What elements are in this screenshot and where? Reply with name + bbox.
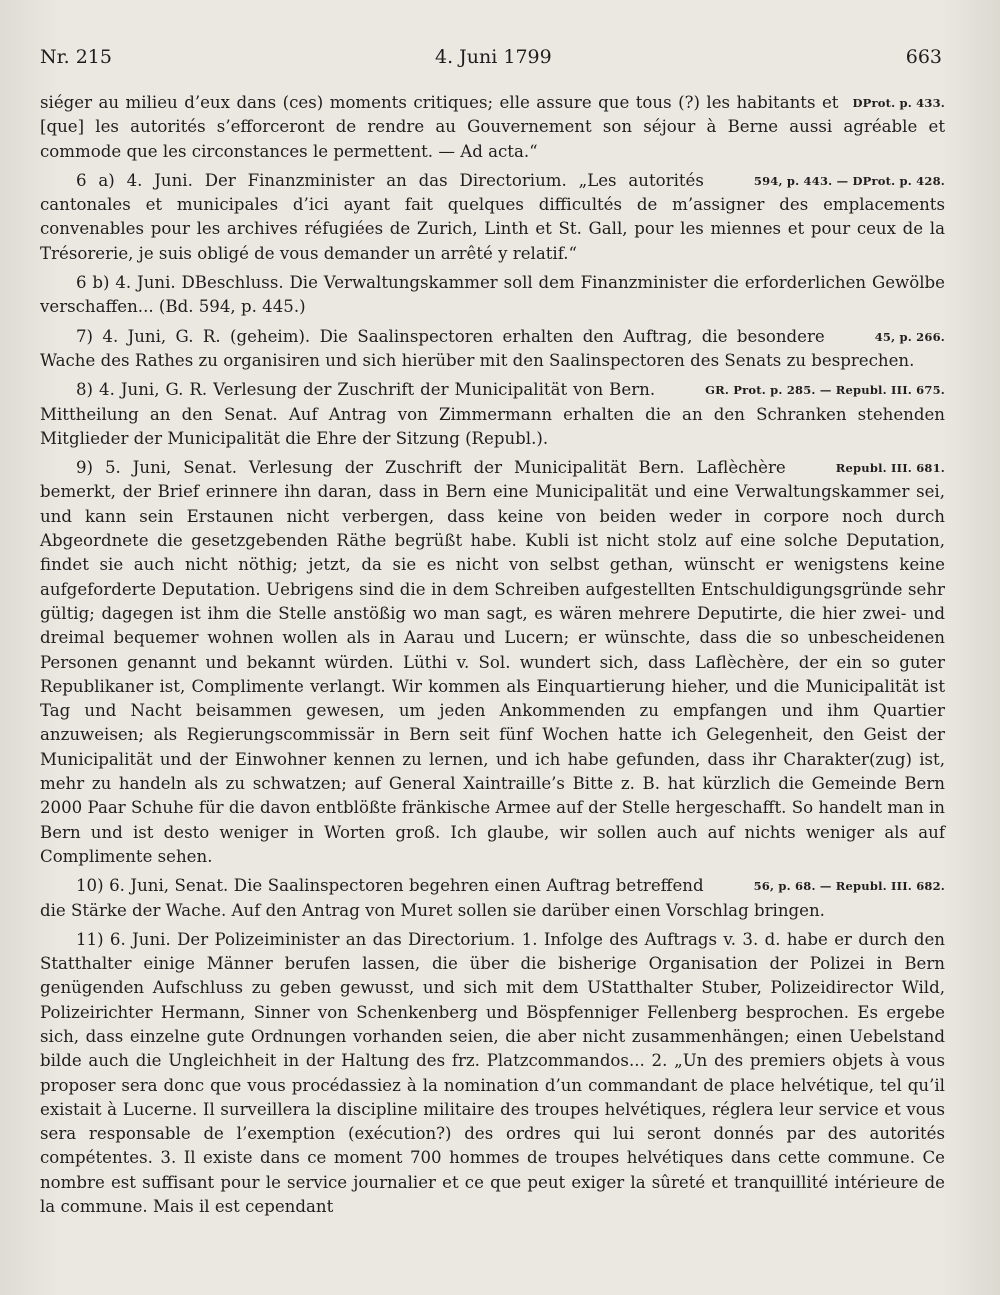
paragraph-8 xyxy=(40,378,945,451)
paragraph-6a xyxy=(40,169,945,266)
paragraph-text: 10) 6. Juni, Senat. Die Saalinspectoren begehren einen Auftrag betreffend die Stärke der Wache. Auf den Antrag von Muret sollen sie darüber einen Vorschlag bringen. xyxy=(40,876,825,920)
paragraph-9 xyxy=(40,456,945,869)
paragraph-text: siéger au milieu d’eux dans (ces) moments critiques; elle assure que tous (?) les habitants et [que] les autorités s’efforceront de rendre au Gouvernement son séjour à Berne aussi agréable et commode que les circonstances le permettent. — Ad acta.“ xyxy=(40,93,945,161)
paragraph-text: 6 b) 4. Juni. DBeschluss. Die Verwaltungskammer soll dem Finanzminister die erforderlichen Gewölbe verschaffen... (Bd. 594, p. 445.) xyxy=(40,273,945,317)
running-header xyxy=(40,46,942,76)
paragraph-11 xyxy=(40,928,945,1220)
source-reference: 594, p. 443. — DProt. p. 428. xyxy=(753,173,945,188)
document-body xyxy=(40,91,945,1224)
source-reference: DProt. p. 433. xyxy=(852,96,945,110)
source-reference: 56, p. 68. — Republ. III. 682. xyxy=(753,879,945,894)
paragraph-continuation xyxy=(40,91,945,164)
paragraph-10 xyxy=(40,874,945,923)
paragraph-text: 11) 6. Juni. Der Polizeiminister an das Directorium. 1. Infolge des Auftrags v. 3. d. habe er durch den Statthalter einige Männer berufen lassen, die über die bisherige Organisation der Polizei in Bern genügenden Aufschluss zu geben gewusst, und sich mit dem UStatthalter Stuber, Polizeidirector Wild, Polizeirichter Hermann, Sinner von Schenkenberg und Böspfenniger Fellenberg besprochen. Es ergebe sich, dass einzelne gute Ordnungen vorhanden seien, die aber nicht zusammenhängen; einen Uebelstand bilde auch die Ungleichheit in der Haltung des frz. Platzcommandos... 2. „Un des premiers objets à vous proposer sera donc que vous procédassiez à la nomination d’un commandant de place helvétique, tel qu’il existait à Lucerne. Il surveillera la discipline militaire des troupes helvétiques, réglera leur service et vous sera responsable de l’exemption (exécution?) des ordres qui lui seront donnés par des autorités compétentes. 3. Il existe dans ce moment 700 hommes de troupes helvétiques dans cette commune. Ce nombre est suffisant pour le service journalier et ce que peut exiger la sûreté et tranquillité intérieure de la commune. Mais il est cependant xyxy=(40,929,945,1217)
paragraph-text: 6 a) 4. Juni. Der Finanzminister an das Directorium. „Les autorités cantonales et municipales d’ici ayant fait quelques difficultés de m’assigner des emplacements convenables pour les archives réfugiées de Zurich, Linth et St. Gall, pour les miennes et pour ceux de la Trésorerie, je suis obligé de vous demander un arrêté y relatif.“ xyxy=(40,170,945,263)
paragraph-text: 9) 5. Juni, Senat. Verlesung der Zuschrift der Municipalität Bern. Laflèchère bemerkt, der Brief erinnere ihn daran, dass in Bern eine Municipalität und eine Verwaltungskammer sei, und kann sein Erstaunen nicht verbergen, dass keine von beiden weder in corpore noch durch Abgeordnete die gesetzgebenden Räthe begrüßt habe. Kubli ist nicht stolz auf eine solche Deputation, findet sie auch nicht nöthig; jetzt, da sie es nicht von selbst gethan, wünscht er wenigstens keine aufgeforderte Deputation. Uebrigens sind die in dem Schreiben aufgestellten Entschuldigungsgründe sehr gültig; dagegen ist ihm die Stelle anstößig wo man sagt, es wären mehrere Deputirte, die hier zwei- und dreimal bequemer wohnen wollen als in Aarau und Lucern; er wünschte, dass die so unbescheidenen Personen genannt und bekannt würden. Lüthi v. Sol. wundert sich, dass Laflèchère, der ein so guter Republikaner ist, Complimente verlangt. Wir kommen als Einquartierung hieher, und die Municipalität ist Tag und Nacht beisammen gewesen, um jeden Ankommenden zu empfangen und ihm Quartier anzuweisen; als Regierungscommissär in Bern seit fünf Wochen hatte ich Gelegenheit, den Geist der Municipalität und der Einwohner kennen zu lernen, und ich habe gefunden, dass ihr Charakter(zug) ist, mehr zu handeln als zu schwatzen; auf General Xaintraille’s Bitte z. B. hat kürzlich die Gemeinde Bern 2000 Paar Schuhe für die davon entblößte fränkische Armee auf der Stelle hergeschafft. So handelt man in Bern und ist desto weniger in Worten groß. Ich glaube, wir sollen auch auf nichts weniger als auf Complimente sehen. xyxy=(40,458,945,866)
paragraph-text: 8) 4. Juni, G. R. Verlesung der Zuschrift der Municipalität von Bern. Mittheilung an den Senat. Auf Antrag von Zimmermann erhalten die an den Schranken stehenden Mitglieder der Municipalität die Ehre der Sitzung (Republ.). xyxy=(40,380,945,448)
source-reference: GR. Prot. p. 285. — Republ. III. 675. xyxy=(705,383,945,398)
page-number: 663 xyxy=(905,46,942,68)
source-reference: 45, p. 266. xyxy=(874,329,945,344)
paragraph-7 xyxy=(40,325,945,374)
document-number: Nr. 215 xyxy=(40,46,112,68)
paragraph-6b xyxy=(40,271,945,320)
page-date: 4. Juni 1799 xyxy=(435,46,552,68)
paragraph-text: 7) 4. Juni, G. R. (geheim). Die Saalinspectoren erhalten den Auftrag, die besondere Wache des Rathes zu organisiren und sich hierüber mit den Saalinspectoren des Senats zu besprechen. xyxy=(40,326,915,370)
source-reference: Republ. III. 681. xyxy=(835,461,945,476)
